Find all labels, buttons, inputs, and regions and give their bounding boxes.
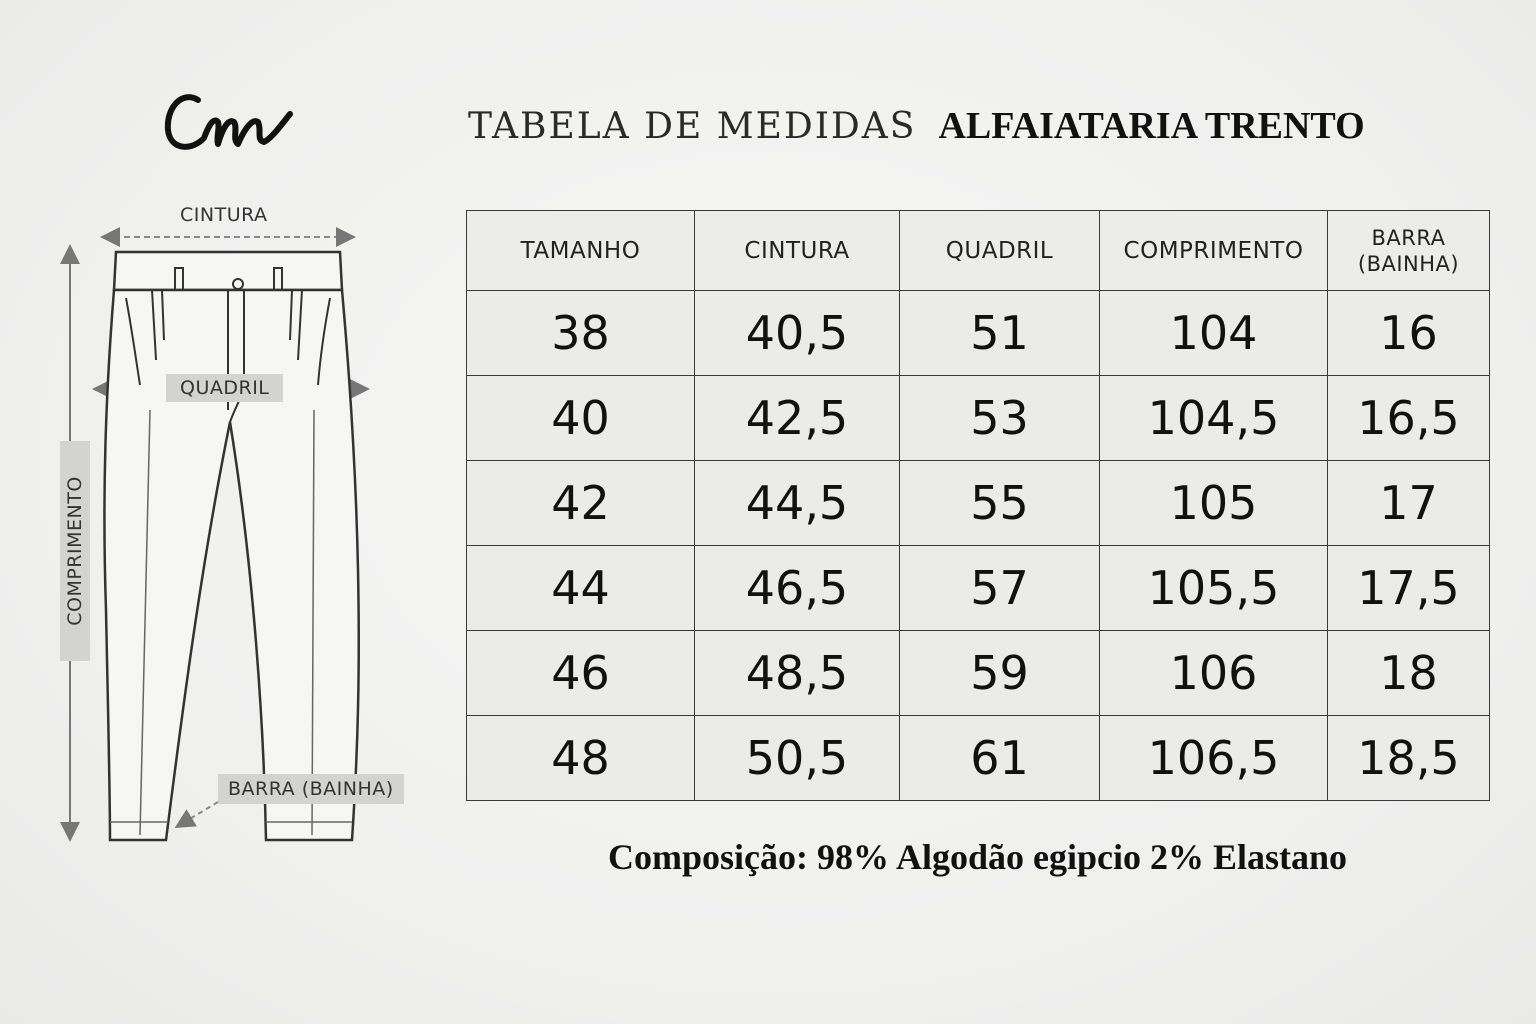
size-table [466,210,1490,801]
header-barra-line1: BARRA [1371,225,1446,250]
barra-label: BARRA (BAINHA) [218,774,404,804]
composition-note: Composição: 98% Algodão egipcio 2% Elastano [607,837,1348,877]
cell-cintura: 50,5 [695,716,900,801]
cell-quadril: 57 [900,546,1100,631]
cell-barra: 18 [1328,631,1490,716]
header-comprimento: COMPRIMENTO [1100,211,1328,291]
quadril-label: QUADRIL [166,374,283,402]
cell-tamanho: 42 [467,461,695,546]
trousers-outline-icon [40,190,450,860]
table-row [467,461,1490,546]
cell-quadril: 51 [900,291,1100,376]
title-brand: ALFAIATARIA TRENTO [938,105,1365,147]
cell-barra: 18,5 [1328,716,1490,801]
header-tamanho: TAMANHO [467,211,695,291]
table-header-row [467,211,1490,291]
table-row [467,631,1490,716]
cell-barra: 17 [1328,461,1490,546]
cell-quadril: 61 [900,716,1100,801]
table-row [467,376,1490,461]
header-barra [1328,211,1490,291]
cell-tamanho: 46 [467,631,695,716]
cintura-label: CINTURA [180,204,268,226]
comprimento-label: COMPRIMENTO [60,441,90,661]
cell-cintura: 42,5 [695,376,900,461]
cell-barra: 16,5 [1328,376,1490,461]
cell-cintura: 46,5 [695,546,900,631]
cell-cintura: 44,5 [695,461,900,546]
cell-comprimento: 104 [1100,291,1328,376]
cell-tamanho: 48 [467,716,695,801]
cell-tamanho: 38 [467,291,695,376]
header-quadril: QUADRIL [900,211,1100,291]
cell-tamanho: 44 [467,546,695,631]
cell-comprimento: 105 [1100,461,1328,546]
cell-comprimento: 106,5 [1100,716,1328,801]
cell-cintura: 40,5 [695,291,900,376]
header-cintura: CINTURA [695,211,900,291]
cell-comprimento: 104,5 [1100,376,1328,461]
cell-cintura: 48,5 [695,631,900,716]
cell-barra: 17,5 [1328,546,1490,631]
table-row [467,291,1490,376]
cell-tamanho: 40 [467,376,695,461]
cell-barra: 16 [1328,291,1490,376]
header-barra-line2: (BAINHA) [1357,251,1460,276]
title-main: TABELA DE MEDIDAS [468,106,917,147]
cell-comprimento: 105,5 [1100,546,1328,631]
script-cm-logo-icon [160,78,310,168]
table-row [467,716,1490,801]
cell-quadril: 59 [900,631,1100,716]
page-title [468,104,1365,154]
table-row [467,546,1490,631]
trousers-diagram [40,190,450,860]
cell-quadril: 55 [900,461,1100,546]
cell-quadril: 53 [900,376,1100,461]
cell-comprimento: 106 [1100,631,1328,716]
